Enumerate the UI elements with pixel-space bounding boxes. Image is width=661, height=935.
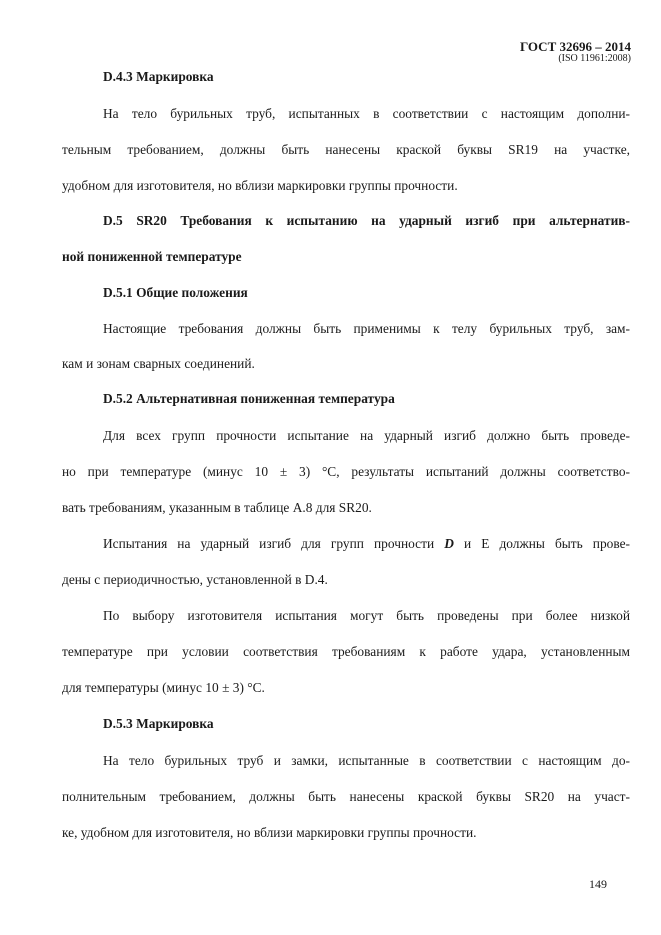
section-heading-d5: D.5 SR20 Требования к испытанию на ударный изгиб при альтернатив- [103, 213, 630, 228]
paragraph-line: для температуры (минус 10 ± 3) °С. [62, 680, 265, 695]
section-heading-d5-cont: ной пониженной температуре [62, 249, 242, 264]
paragraph-line: Настоящие требования должны быть применимы к телу бурильных труб, зам- [103, 321, 630, 336]
paragraph-line: По выбору изготовителя испытания могут быть проведены при более низкой [103, 608, 630, 623]
paragraph-line: температуре при условии соответствия требованиям к работе удара, установленным [62, 644, 630, 659]
paragraph-line-mixed [103, 535, 630, 553]
paragraph-line: полнительным требованием, должны быть нанесены краской буквы SR20 на участ- [62, 789, 630, 804]
paragraph-line: вать требованиям, указанным в таблице А.8 для SR20. [62, 500, 372, 515]
paragraph-line: Для всех групп прочности испытание на ударный изгиб должно быть проведе- [103, 428, 630, 443]
text-segment: Испытания на ударный изгиб для групп прочности [103, 536, 435, 551]
section-heading-d53: D.5.3 Маркировка [103, 716, 214, 731]
document-header [520, 40, 631, 64]
paragraph-line: удобном для изготовителя, но вблизи маркировки группы прочности. [62, 178, 458, 193]
standard-number: ГОСТ 32696 – 2014 [519, 39, 631, 54]
paragraph-line: На тело бурильных труб, испытанных в соответствии с настоящим дополни- [103, 106, 630, 121]
section-heading-d51: D.5.1 Общие положения [103, 285, 248, 300]
iso-reference: (ISO 11961:2008) [558, 52, 631, 64]
section-heading-d43: D.4.3 Маркировка [103, 69, 214, 84]
paragraph-line: кам и зонам сварных соединений. [62, 356, 255, 371]
paragraph-line: но при температуре (минус 10 ± 3) °С, результаты испытаний должны соответство- [62, 464, 630, 479]
page-number: 149 [589, 877, 607, 891]
strength-group-d: D [444, 536, 454, 551]
paragraph-line: тельным требованием, должны быть нанесены краской буквы SR19 на участке, [62, 142, 630, 157]
paragraph-line: ке, удобном для изготовителя, но вблизи маркировки группы прочности. [62, 825, 477, 840]
paragraph-line: На тело бурильных труб и замки, испытанные в соответствии с настоящим до- [103, 753, 630, 768]
paragraph-line: дены с периодичностью, установленной в D.4. [62, 572, 328, 587]
section-heading-d52: D.5.2 Альтернативная пониженная температура [103, 391, 395, 406]
text-segment: и Е должны быть прове- [463, 536, 630, 551]
